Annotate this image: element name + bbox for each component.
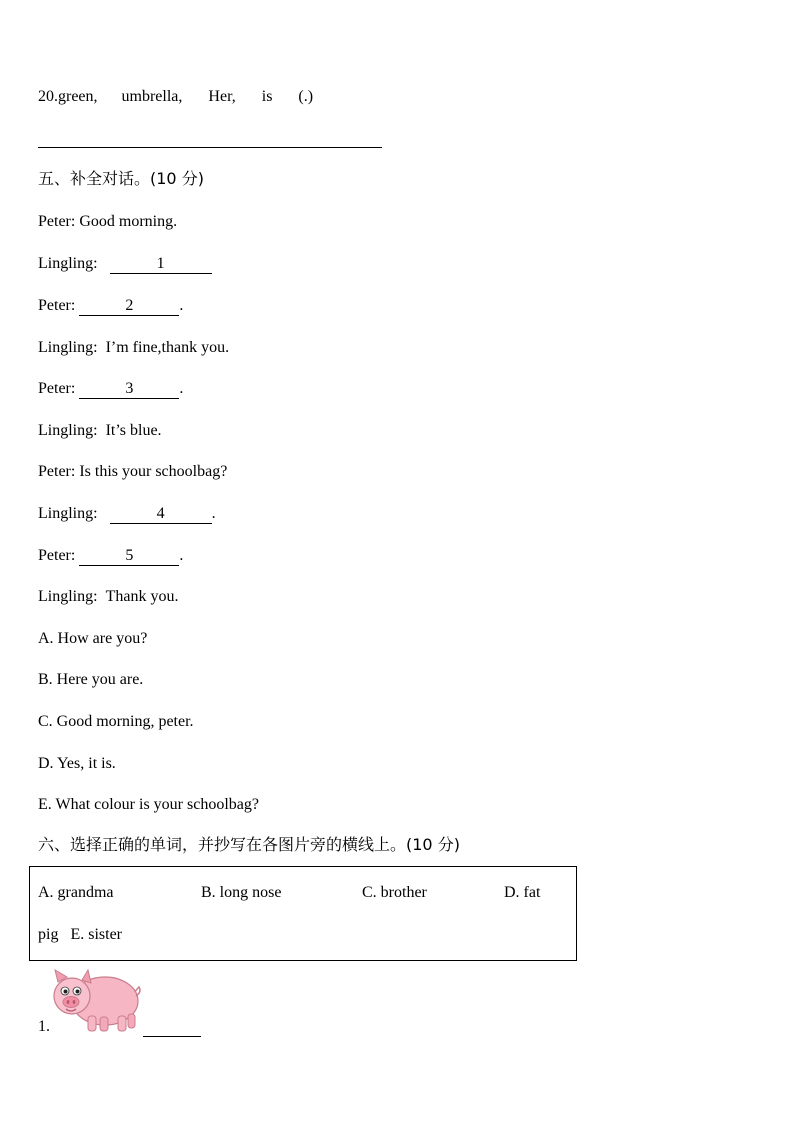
word-3: Her,	[208, 88, 236, 105]
dialogue-line-8	[38, 504, 216, 524]
word-4: is	[261, 88, 273, 105]
answer-line-20[interactable]	[38, 147, 382, 148]
word-option-b: B. long nose	[201, 884, 282, 901]
word-option-d: D. fat	[504, 884, 541, 901]
question-20	[38, 87, 313, 107]
section-6-heading: 六、选择正确的单词，并抄写在各图片旁的横线上。(10 分)	[38, 835, 460, 854]
answer-blank-4[interactable]: 4	[110, 505, 212, 524]
dialogue-line-9	[38, 546, 183, 566]
utterance: Thank you.	[105, 588, 179, 605]
pig-image	[50, 968, 142, 1034]
word-options-box	[29, 866, 577, 961]
dialogue-line-3	[38, 296, 183, 316]
question-number: 20.	[38, 88, 58, 105]
question-1-number: 1.	[38, 1018, 50, 1035]
blank-suffix: .	[179, 547, 184, 564]
dialogue-line-7	[38, 462, 227, 482]
utterance: It’s blue.	[105, 422, 162, 439]
utterance: Is this your schoolbag?	[79, 463, 228, 480]
dialogue-line-1	[38, 212, 177, 232]
option-d: D. Yes, it is.	[38, 755, 116, 772]
blank-suffix: .	[179, 380, 184, 397]
speaker: Lingling:	[38, 505, 98, 522]
utterance: Good morning.	[79, 213, 178, 230]
word-option-a: A. grandma	[38, 884, 114, 901]
section-5-heading: 五、补全对话。(10 分)	[38, 169, 204, 188]
blank-suffix: .	[211, 505, 216, 522]
dialogue-line-2	[38, 254, 212, 274]
dialogue-line-6	[38, 421, 162, 441]
option-c: C. Good morning, peter.	[38, 713, 194, 730]
dialogue-line-4	[38, 338, 229, 358]
word-option-c: C. brother	[362, 884, 427, 901]
answer-blank-q1[interactable]	[143, 1036, 201, 1037]
speaker: Peter:	[38, 213, 76, 230]
option-a: A. How are you?	[38, 630, 148, 647]
blank-suffix: .	[179, 297, 184, 314]
speaker: Peter:	[38, 380, 76, 397]
speaker: Lingling:	[38, 339, 98, 356]
speaker: Peter:	[38, 463, 76, 480]
speaker: Lingling:	[38, 588, 98, 605]
answer-blank-3[interactable]: 3	[79, 380, 179, 399]
word-5: (.)	[298, 88, 314, 105]
utterance: I’m fine,thank you.	[105, 339, 230, 356]
speaker: Lingling:	[38, 422, 98, 439]
answer-blank-2[interactable]: 2	[79, 297, 179, 316]
word-2: umbrella,	[121, 88, 183, 105]
answer-blank-5[interactable]: 5	[79, 547, 179, 566]
speaker: Peter:	[38, 547, 76, 564]
option-b: B. Here you are.	[38, 671, 144, 688]
dialogue-line-5	[38, 379, 183, 399]
option-e: E. What colour is your schoolbag?	[38, 796, 259, 813]
word-option-row2: pig E. sister	[38, 926, 122, 943]
word-1: green,	[58, 88, 98, 105]
answer-blank-1[interactable]: 1	[110, 255, 212, 274]
speaker: Peter:	[38, 297, 76, 314]
dialogue-line-10	[38, 587, 178, 607]
speaker: Lingling:	[38, 255, 98, 272]
